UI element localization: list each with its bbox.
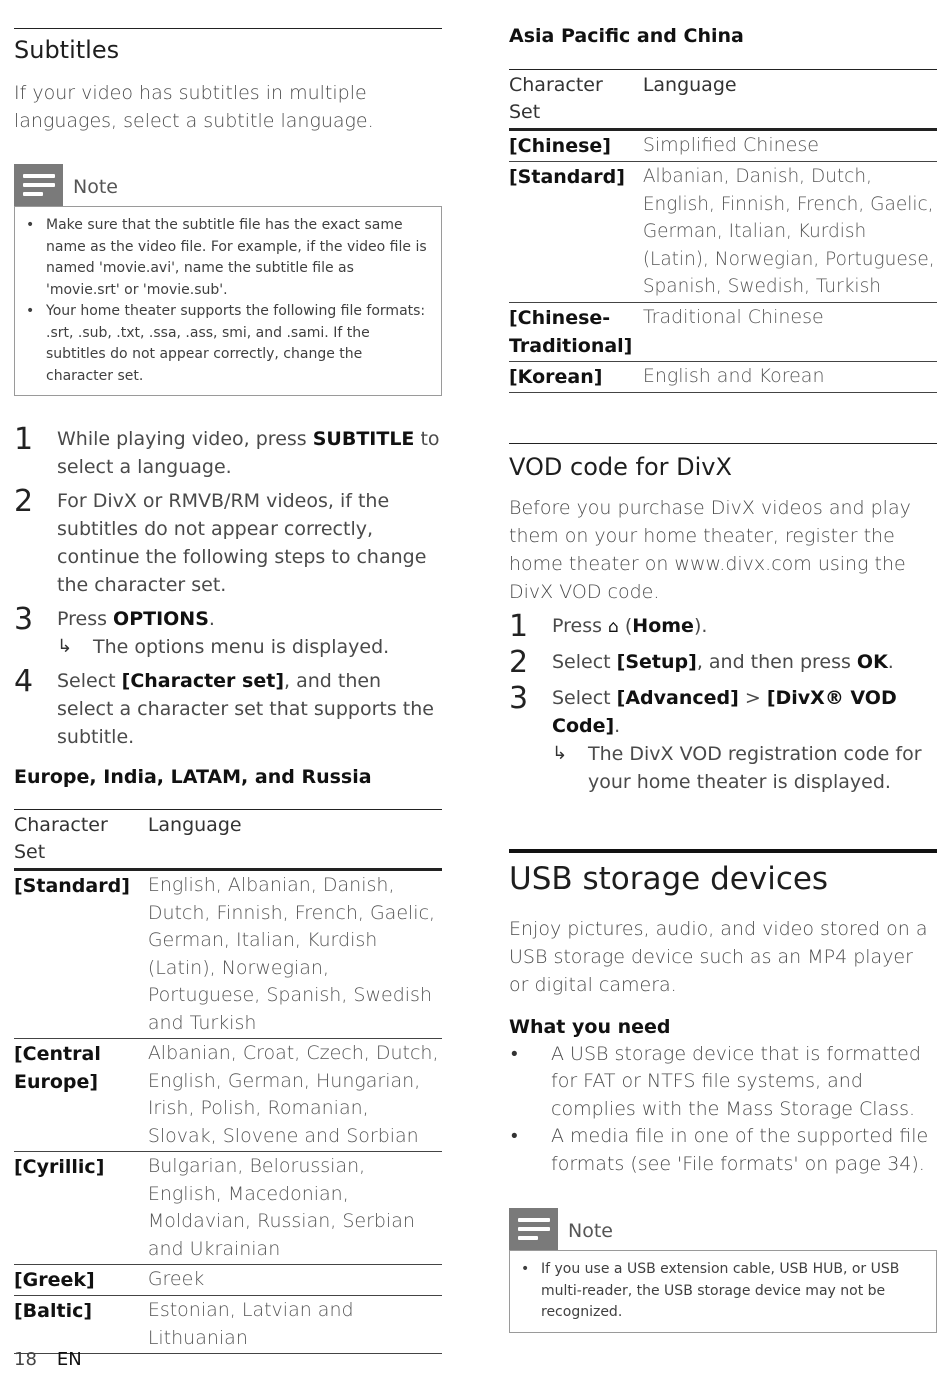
step-3	[14, 602, 442, 661]
step-number: 4	[14, 664, 34, 699]
usb-heading: USB storage devices	[509, 860, 829, 897]
europe-charset-table	[14, 809, 442, 1354]
note-icon	[14, 164, 63, 206]
note-icon	[509, 1208, 558, 1250]
header-language: Language	[643, 70, 937, 130]
charset-cell: [Greek]	[14, 1265, 148, 1296]
vod-step-2	[509, 644, 937, 680]
step-text: For DivX or RMVB/RM videos, if the subtitles do not appear correctly, continue the following steps to change the character set.	[57, 490, 427, 596]
header-character-set: Character Set	[14, 810, 148, 870]
step-number: 1	[509, 608, 529, 644]
language-cell: Bulgarian, Belorussian, English, Macedonian, Moldavian, Russian, Serbian and Ukrainian	[148, 1152, 442, 1265]
list-item: • A USB storage device that is formatted for FAT or NTFS file systems, and complies with the Mass Storage Class.	[509, 1041, 937, 1124]
asia-table-title: Asia Pacific and China	[509, 25, 744, 47]
steps-list	[14, 422, 442, 751]
language-cell: Traditional Chinese	[643, 302, 937, 361]
table-header-row	[509, 70, 937, 130]
language-cell: Simplified Chinese	[643, 130, 937, 162]
step-text: Press OPTIONS. ↳ The options menu is displayed.	[57, 605, 389, 661]
table-row	[14, 1265, 442, 1296]
note-box	[14, 206, 442, 396]
step-number: 2	[509, 644, 529, 680]
language-cell: Albanian, Croat, Czech, Dutch, English, German, Hungarian, Irish, Polish, Romanian, Slovak, Slovene and Sorbian	[148, 1039, 442, 1152]
language-code: EN	[56, 1349, 82, 1370]
charset-cell: [Standard]	[14, 870, 148, 1039]
step-result: The DivX VOD registration code for your home theater is displayed.	[588, 742, 922, 793]
language-cell: Albanian, Danish, Dutch, English, Finnish, French, Gaelic, German, Italian, Kurdish (Latin), Norwegian, Portuguese, Spanish, Swedish, Turkish	[643, 162, 937, 303]
note-block	[509, 1208, 937, 1333]
step-text: While playing video, press SUBTITLE to select a language.	[57, 428, 440, 478]
note-block	[14, 164, 442, 396]
vod-heading: VOD code for DivX	[509, 452, 732, 481]
header-language: Language	[148, 810, 442, 870]
charset-cell: [Korean]	[509, 361, 643, 392]
subtitles-intro: If your video has subtitles in multiple languages, select a subtitle language.	[14, 82, 374, 132]
table-row	[509, 162, 937, 303]
table-row	[509, 130, 937, 162]
note-item: • Make sure that the subtitle file has the exact same name as the video file. For example, if the video file is named 'movie.avi', name the subtitle file as 'movie.srt' or 'movie.sub'.	[25, 215, 431, 301]
left-column	[14, 0, 442, 1354]
language-cell: Estonian, Latvian and Lithuanian	[148, 1296, 442, 1354]
table-row	[509, 361, 937, 392]
section-rule	[509, 443, 937, 444]
step-number: 3	[14, 602, 34, 637]
usb-intro: Enjoy pictures, audio, and video stored on a USB storage device such as an MP4 player or digital camera.	[509, 917, 928, 996]
charset-cell: [Cyrillic]	[14, 1152, 148, 1265]
asia-charset-table	[509, 69, 937, 393]
charset-cell: [Baltic]	[14, 1296, 148, 1354]
charset-cell: [Chinese-Traditional]	[509, 302, 643, 361]
note-label: Note	[73, 176, 118, 198]
table-row	[509, 302, 937, 361]
home-icon: ⌂	[608, 616, 619, 637]
right-column	[509, 0, 937, 1333]
europe-table-title: Europe, India, LATAM, and Russia	[14, 766, 372, 788]
table-row	[14, 870, 442, 1039]
page-number: 18	[14, 1349, 37, 1370]
result-arrow-icon: ↳	[552, 742, 568, 764]
step-result: The options menu is displayed.	[93, 636, 390, 658]
language-cell: English and Korean	[643, 361, 937, 392]
charset-cell: [Central Europe]	[14, 1039, 148, 1152]
vod-steps	[509, 608, 937, 796]
header-character-set: Character Set	[509, 70, 643, 130]
page-footer	[14, 1349, 102, 1370]
vod-step-1	[509, 608, 937, 644]
vod-intro: Before you purchase DivX videos and play them on your home theater, register the home theater on www.divx.com using the DivX VOD code.	[509, 496, 911, 603]
step-text: Press ⌂ (Home).	[552, 614, 708, 637]
step-text: Select [Character set], and then select a character set that supports the subtitle.	[57, 670, 434, 748]
table-row	[14, 1152, 442, 1265]
note-box	[509, 1250, 937, 1333]
note-label: Note	[568, 1220, 613, 1242]
note-header	[14, 164, 442, 206]
charset-cell: [Chinese]	[509, 130, 643, 162]
step-number: 2	[14, 484, 34, 519]
charset-cell: [Standard]	[509, 162, 643, 303]
note-item: • Your home theater supports the following file formats: .srt, .sub, .txt, .ssa, .ass, smi, and .sami. If the subtitles do not appear correctly, change the character set.	[25, 301, 431, 387]
step-number: 1	[14, 422, 34, 457]
chapter-rule	[509, 849, 937, 853]
note-item: • If you use a USB extension cable, USB HUB, or USB multi-reader, the USB storage device may not be recognized.	[520, 1259, 926, 1324]
subtitles-heading: Subtitles	[14, 36, 120, 64]
note-header	[509, 1208, 937, 1250]
table-row	[14, 1039, 442, 1152]
step-1	[14, 422, 442, 481]
vod-step-3	[509, 680, 937, 796]
language-cell: Greek	[148, 1265, 442, 1296]
list-item: • A media file in one of the supported file formats (see 'File formats' on page 34).	[509, 1123, 937, 1178]
table-header-row	[14, 810, 442, 870]
need-list	[509, 1041, 937, 1179]
step-text: Select [Advanced] > [DivX® VOD Code]. ↳ The DivX VOD registration code for your home theater is displayed.	[552, 684, 937, 796]
table-row	[14, 1296, 442, 1354]
step-text: Select [Setup], and then press OK.	[552, 650, 894, 673]
language-cell: English, Albanian, Danish, Dutch, Finnish, French, Gaelic, German, Italian, Kurdish (Latin), Norwegian, Portuguese, Spanish, Swedish and Turkish	[148, 870, 442, 1039]
step-2	[14, 484, 442, 599]
step-4	[14, 664, 442, 751]
result-arrow-icon: ↳	[57, 636, 73, 657]
step-number: 3	[509, 680, 529, 716]
need-heading: What you need	[509, 1015, 671, 1038]
